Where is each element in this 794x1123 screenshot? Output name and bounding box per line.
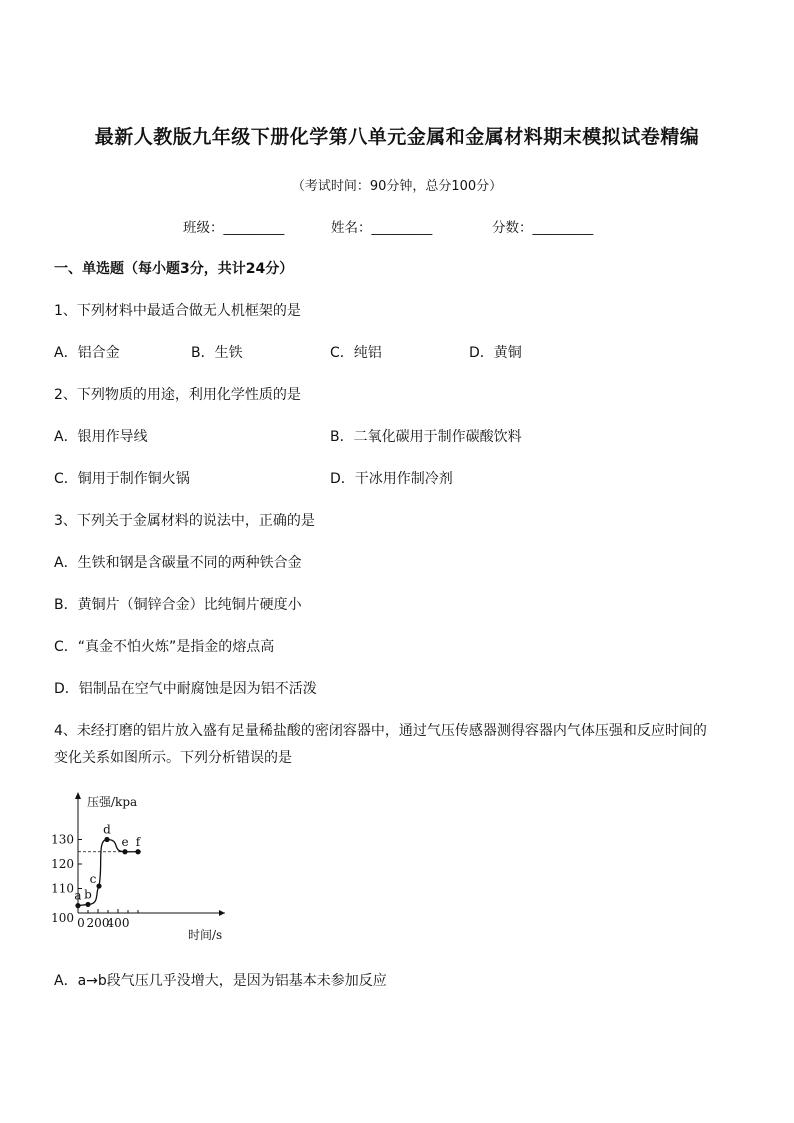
question-3-option-a[interactable]: A．生铁和钢是含碳量不同的两种铁合金 <box>54 555 302 571</box>
question-1-option-d[interactable]: D．黄铜 <box>469 345 522 361</box>
question-2-option-b[interactable]: B．二氧化碳用于制作碳酸饮料 <box>330 429 522 445</box>
x-axis-arrow <box>219 910 225 916</box>
question-1-option-a[interactable]: A．铝合金 <box>54 345 120 361</box>
question-4-stem-line1: 4、未经打磨的铝片放入盛有足量稀盐酸的密闭容器中，通过气压传感器测得容器内气体压强和反应时间的 <box>54 723 707 739</box>
x-tick-label: 400 <box>106 916 130 930</box>
name-field[interactable]: 姓名：_________ <box>331 220 433 236</box>
question-1-stem: 1、下列材料中最适合做无人机框架的是 <box>54 303 301 319</box>
class-field[interactable]: 班级：_________ <box>183 220 285 236</box>
x-tick-label: 0 <box>77 916 85 930</box>
y-tick-label: 130 <box>51 832 74 847</box>
question-3-stem: 3、下列关于金属材料的说法中，正确的是 <box>54 513 315 529</box>
point-label-c: c <box>89 872 97 887</box>
point-c <box>96 883 101 888</box>
point-label-f: f <box>135 834 141 849</box>
point-label-d: d <box>103 822 111 837</box>
point-f <box>135 849 140 854</box>
question-4-option-a[interactable]: A．a→b段气压几乎没增大，是因为铝基本未参加反应 <box>54 973 387 989</box>
document-title: 最新人教版九年级下册化学第八单元金属和金属材料期末模拟试卷精编 <box>94 126 700 148</box>
section-heading: 一、单选题（每小题3分，共计24分） <box>54 261 294 277</box>
point-label-e: e <box>121 834 129 849</box>
x-axis-label: 时间/s <box>188 928 223 942</box>
question-3-option-d[interactable]: D．铝制品在空气中耐腐蚀是因为铝不活泼 <box>54 681 317 697</box>
question-1-option-b[interactable]: B．生铁 <box>191 345 243 361</box>
y-axis-arrow <box>75 792 81 799</box>
point-label-b: b <box>84 887 92 902</box>
point-e <box>122 849 127 854</box>
y-tick-label: 110 <box>51 881 74 896</box>
question-3-option-c[interactable]: C．“真金不怕火炼”是指金的熔点高 <box>54 639 275 655</box>
question-3-option-b[interactable]: B．黄铜片（铜锌合金）比纯铜片硬度小 <box>54 597 302 613</box>
point-b <box>85 902 90 907</box>
x-tick-label: 200 <box>86 916 110 930</box>
question-2-option-d[interactable]: D．干冰用作制冷剂 <box>330 471 453 487</box>
y-tick-label: 120 <box>51 857 74 871</box>
question-2-stem: 2、下列物质的用途，利用化学性质的是 <box>54 387 301 403</box>
question-1-option-c[interactable]: C．纯铝 <box>330 345 382 361</box>
question-4-stem-line2: 变化关系如图所示。下列分析错误的是 <box>54 750 292 766</box>
pressure-time-chart <box>50 786 240 946</box>
y-axis-label: 压强/kpa <box>87 795 138 809</box>
question-2-option-c[interactable]: C．铜用于制作铜火锅 <box>54 471 190 487</box>
y-tick-label: 100 <box>51 911 74 925</box>
score-field[interactable]: 分数：_________ <box>492 220 594 236</box>
point-a <box>75 903 80 908</box>
exam-duration-note: （考试时间：90分钟，总分100分） <box>291 179 503 194</box>
point-label-a: a <box>74 888 82 903</box>
question-2-option-a[interactable]: A．银用作导线 <box>54 429 148 445</box>
point-d <box>104 837 109 842</box>
